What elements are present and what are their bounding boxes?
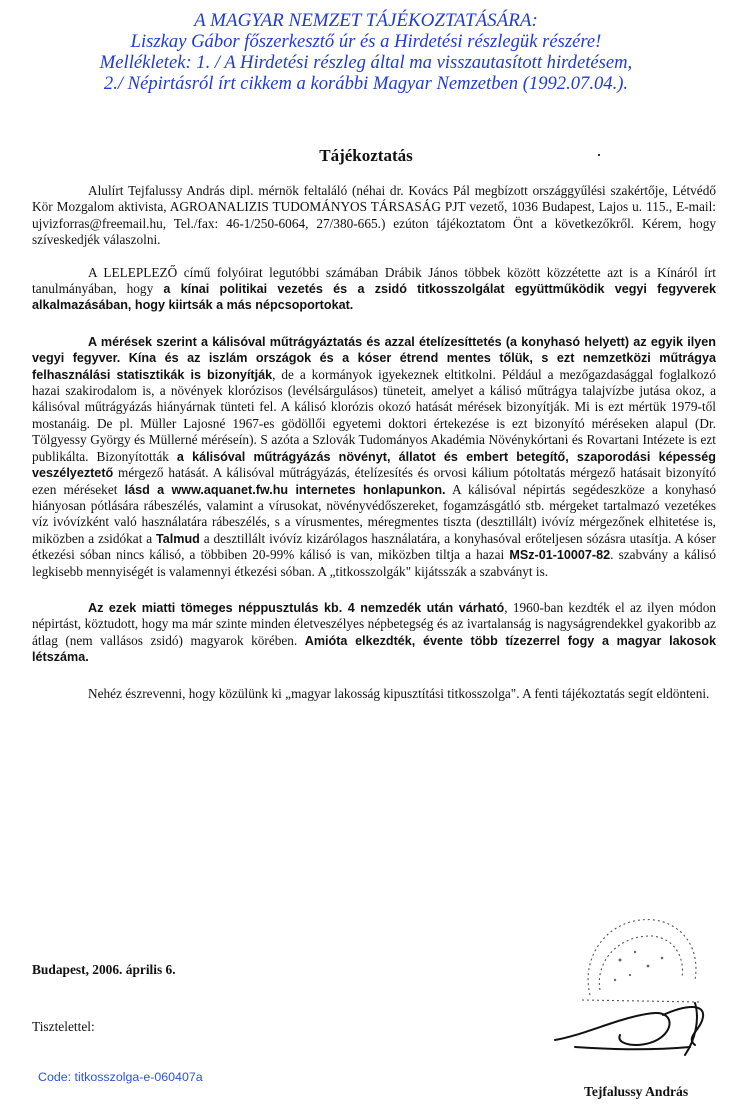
header-line-1: A MAGYAR NEMZET TÁJÉKOZTATÁSÁRA: (194, 10, 538, 31)
paragraph-4 (32, 600, 716, 666)
p4-text-b: , 1960-ban kezdték el az ilyen módon népirtást, köztudott, hogy ma már szinte minden életveszélyes népbetegség és az ivartalanság is nagyságrendekkel gyakoribb az átlag (nem vallásos zsidó) magyarok körében. (32, 599, 716, 648)
scan-speck (598, 154, 600, 156)
document-code: Code: titkosszolga-e-060407a (38, 1070, 203, 1084)
paragraph-1: Alulírt Tejfalussy András dipl. mérnök feltaláló (néhai dr. Kovács Pál megbízott országgyűlési szakértője, Létvédő Kör Mozgalom aktivista, AGROANALIZIS TUDOMÁNYOS TÁRSASÁG PJT vezető, 1036 Budapest, Lajos u. 115., E-mail: ujvizforras@freemail.hu, Tel./fax: 46-1/250-6064, 27/380-665.) ezúton tájékoztatom Önt a következőkről. Kérem, hogy szíveskedjék válaszolni. (32, 183, 716, 248)
p3-text-h: a desztillált ivóvíz kizárólagos használatára, a konyhasóval erőteljesen sózásra utasítja. A kóser étkezési sóban nincs kálisó, a többiben 20-99% kálisó is van, miközben tiltja a hazai (32, 530, 716, 563)
p3-bold-a: A mérések szerint a kálisóval műtrágyáztatás és azzal ételízesíttetés (a konyhasó helyett) az egyik ilyen vegyi fegyver. Kína és az iszlám országok és a kóser étrend mentes tőlük, s ezt nemzetközi műtrágya felhasználási statisztikák is bizonyítják (32, 334, 716, 382)
page-title: Tájékoztatás (319, 146, 413, 165)
p3-bold-g: Talmud (156, 531, 200, 546)
handwritten-signature (545, 985, 725, 1060)
p3-text-f: A kálisóval népirtás segédeszköze a konyhasó hiányosan pótlására rábeszélés, valamint a vírusokat, növényvédőszereket, fogamzásgátló stb. mérgeket tartalmazó vezetékes víz ivóvízként való használatára rábeszélés, s a vírusmentes, méregmentes tiszta (desztillált) ivóvíz mérgezőnek elhitetése is, miközben a zsidókat a (32, 481, 717, 546)
paragraph-2 (32, 265, 716, 314)
p2-bold: a kínai politikai vezetés és a zsidó titkosszolgálat együttműködik vegyi fegyverek alkalmazásában, hogy kiirtsák a más népcsoportokat. (32, 282, 716, 313)
header-line-2: Liszkay Gábor főszerkesztő úr és a Hirdetési részlegük részére! (130, 31, 602, 52)
letter-date: Budapest, 2006. április 6. (32, 962, 176, 977)
paragraph-5: Nehéz észrevenni, hogy közülünk ki „magyar lakosság kipusztítási titkosszolga". A fenti tájékoztatás segít eldönteni. (88, 685, 710, 701)
p4-bold-a: Az ezek miatti tömeges néppusztulás kb. 4 nemzedék után várható (88, 600, 505, 615)
p3-bold-c: a kálisóval műtrágyázás növényt, állatot és embert betegítő, szaporodási képesség veszélyeztető (32, 449, 716, 481)
p3-bold-e: lásd a www.aquanet.fw.hu internetes honlapunkon. (124, 482, 446, 497)
p2-text: A LELEPLEZŐ című folyóirat legutóbbi számában Drábik János többek között közzétette azt is a Kínáról írt tanulmányában, hogy (32, 264, 716, 297)
p3-text-d: mérgező hatását. A kálisóval műtrágyázás, ételízesítés és orvosi kálium pótoltatás mérgező hatásait bizonyító ezen méréseket (32, 465, 716, 497)
closing-greeting: Tisztelettel: (32, 1019, 95, 1034)
paragraph-3 (32, 334, 716, 580)
document-header (8, 10, 724, 94)
p3-text-j: . szabvány a kálisó legkisebb mennyiségét is valamennyi étkezési sóban. A „titkosszolgák" kijátsszák a szabványt is. (32, 547, 717, 579)
header-line-4: 2./ Népirtásról írt cikkem a korábbi Magyar Nemzetben (1992.07.04.). (103, 73, 629, 94)
p3-text-b: , de a kormányok igyekeznek eltitkolni. Például a mezőgazdasággal foglalkozó hazai szakirodalom is, a növények klorózisos (levélsárgulásos) tüneteit, amelyet a kálisó műtrágya talajvízbe jutása okoz, a kálisóval műtrágyázás hiányárnak tünteti fel. A kálisó klorózis okozó hatását mérések bizonyítják. Mi is ezt mértük 1979-től mostanáig. De pl. Müller Lajosné 1967-es gödöllői egyetemi doktori értekezése is ezt bizonyító méréseken alapul (Dr. Tölgyessy György és Müllerné méréseín). S azóta a Szlovák Tudományos Akadémia Növénykórtani és Rovartani Intézete is ezt publikálta. Bizonyították (32, 366, 716, 464)
letter-body (32, 183, 716, 702)
p3-bold-i: MSz-01-10007-82 (509, 548, 611, 563)
p4-bold-c: Amióta elkezdték, évente több tízezerrel fogy a magyar lakosok létszáma. (32, 633, 716, 665)
signer-name: Tejfalussy András (584, 1084, 689, 1099)
header-line-3: Mellékletek: 1. / A Hirdetési részleg által ma visszautasított hirdetésem, (99, 52, 633, 73)
